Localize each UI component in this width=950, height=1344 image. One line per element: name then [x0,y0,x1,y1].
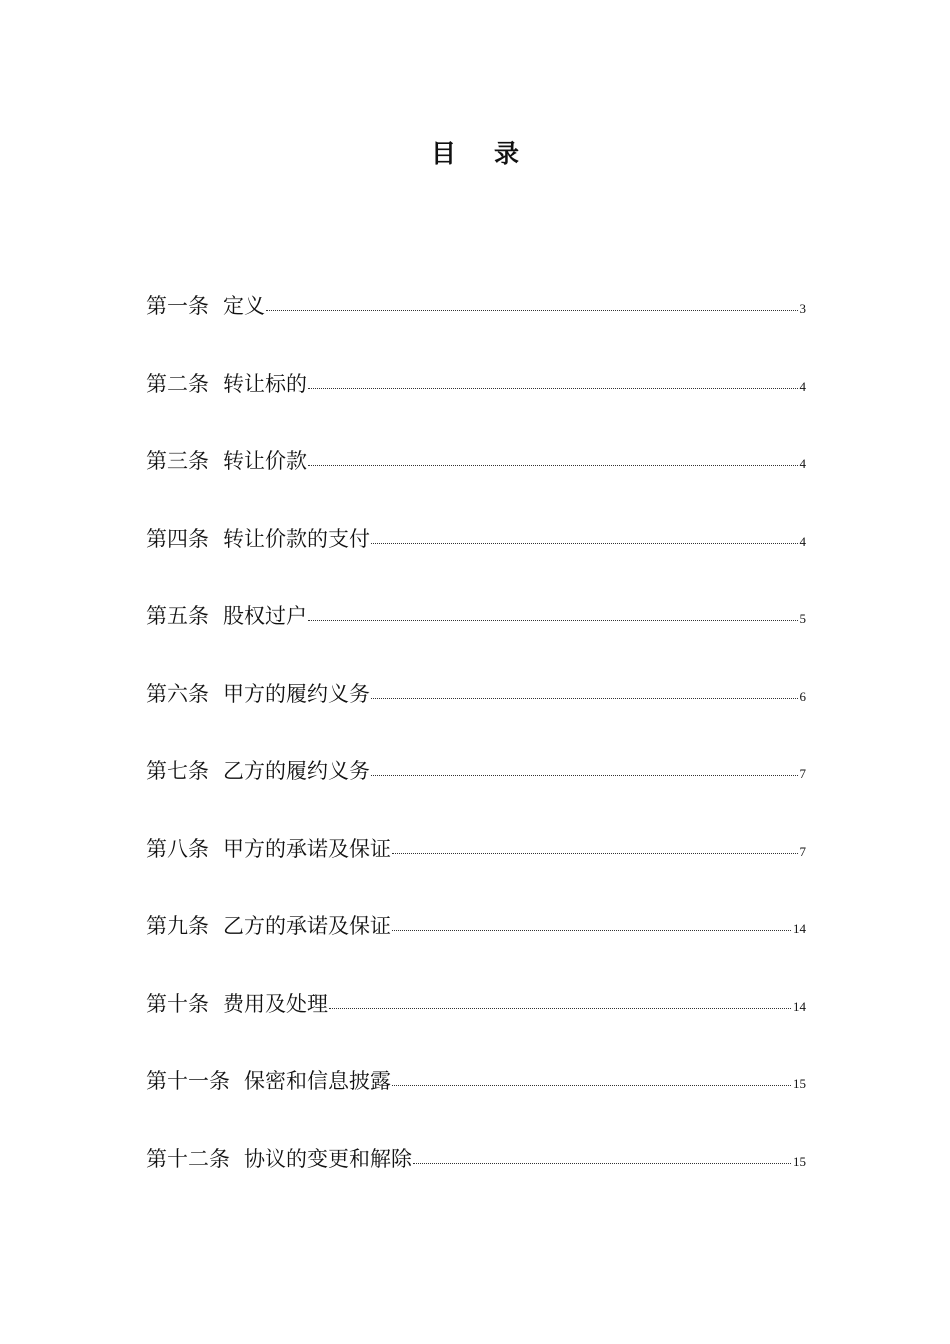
toc-title-char-1: 目 [430,139,456,168]
toc-dot-leader [371,774,798,776]
toc-entry-number: 第二条 [146,371,209,396]
toc-entry[interactable] [146,1143,806,1221]
toc-entry-heading: 费用及处理 [223,991,328,1016]
toc-entry[interactable] [146,910,806,988]
toc-entry-page: 4 [799,533,806,549]
toc-dot-leader [308,387,798,389]
toc-dot-leader [329,1007,791,1009]
toc-list [146,290,806,1220]
toc-entry[interactable] [146,523,806,601]
toc-entry-number: 第十二条 [146,1146,230,1171]
toc-entry-heading: 甲方的承诺及保证 [223,836,391,861]
toc-dot-leader [308,464,798,466]
toc-entry-page: 3 [799,301,806,316]
toc-title [0,134,950,170]
toc-entry-number: 第四条 [146,526,209,551]
toc-entry-number: 第九条 [146,914,209,938]
toc-entry-heading: 乙方的履约义务 [223,759,370,783]
toc-entry-number: 第三条 [146,449,209,473]
toc-entry-page: 14 [793,921,806,936]
toc-entry-page: 6 [799,688,806,704]
toc-entry-number: 第五条 [146,604,209,628]
toc-entry-page: 7 [799,843,806,859]
toc-entry-number: 第六条 [146,681,209,706]
toc-entry-number: 第十条 [146,991,209,1016]
toc-entry-heading: 股权过户 [223,604,307,628]
toc-entry[interactable] [146,600,806,678]
toc-entry[interactable] [146,368,806,446]
toc-entry-heading: 转让标的 [223,371,307,396]
toc-dot-leader [413,1162,791,1164]
toc-dot-leader [308,619,798,621]
toc-entry-number: 第十一条 [146,1069,230,1093]
toc-dot-leader [371,697,798,699]
toc-entry-number: 第八条 [146,836,209,861]
toc-entry-heading: 乙方的承诺及保证 [223,914,391,938]
toc-entry-page: 4 [799,456,806,471]
toc-entry-page: 5 [799,611,806,626]
toc-entry-heading: 转让价款的支付 [223,526,370,551]
toc-entry-heading: 甲方的履约义务 [223,681,370,706]
toc-entry[interactable] [146,678,806,756]
toc-entry[interactable] [146,988,806,1066]
toc-dot-leader [392,1084,791,1086]
toc-dot-leader [392,852,798,854]
toc-entry-page: 15 [793,1076,806,1091]
toc-entry[interactable] [146,290,806,368]
toc-entry-heading: 转让价款 [223,449,307,473]
toc-entry[interactable] [146,833,806,911]
toc-entry-page: 7 [799,766,806,781]
toc-entry[interactable] [146,755,806,833]
toc-entry-page: 14 [793,998,806,1014]
toc-dot-leader [392,929,791,931]
toc-entry-number: 第一条 [146,294,209,318]
toc-entry-number: 第七条 [146,759,209,783]
toc-entry-heading: 协议的变更和解除 [244,1146,412,1171]
toc-entry-page: 15 [793,1153,806,1169]
toc-dot-leader [266,309,798,311]
toc-dot-leader [371,542,798,544]
toc-entry[interactable] [146,1065,806,1143]
toc-entry[interactable] [146,445,806,523]
toc-title-char-2: 录 [494,139,520,168]
toc-entry-heading: 定义 [223,294,265,318]
toc-entry-page: 4 [799,378,806,394]
toc-entry-heading: 保密和信息披露 [244,1069,391,1093]
